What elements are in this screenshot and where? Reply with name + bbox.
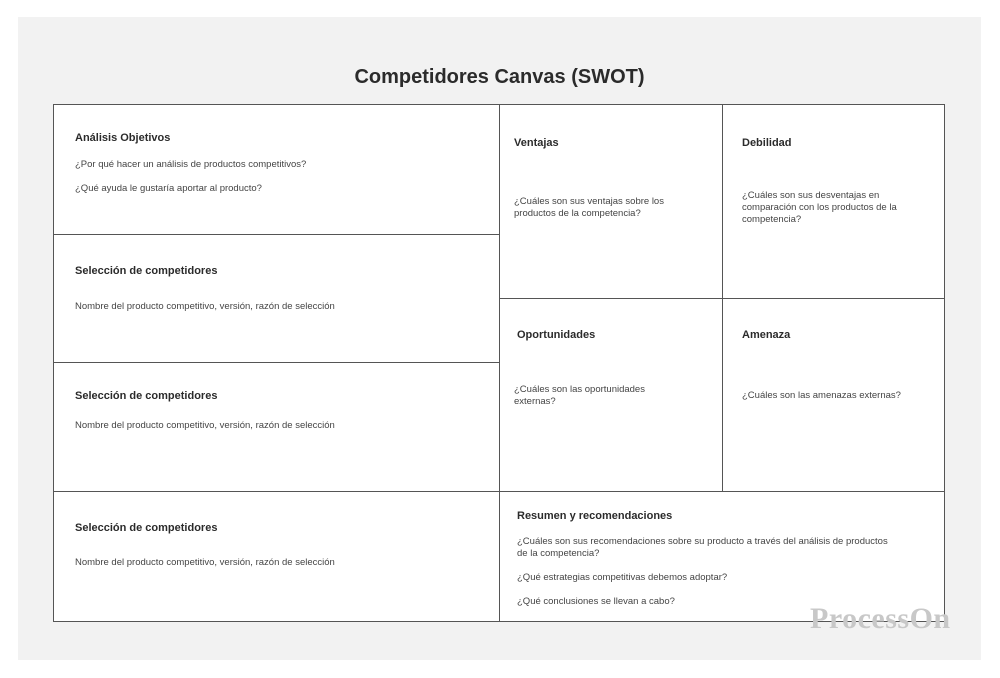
competitor-selection-text-1: Nombre del producto competitivo, versión, razón de selección	[75, 301, 335, 312]
summary-question-2: ¿Qué estrategias competitivas debemos adoptar?	[517, 572, 728, 583]
page-title: Competidores Canvas (SWOT)	[354, 66, 645, 88]
weaknesses-title: Debilidad	[742, 137, 792, 149]
threats-text: ¿Cuáles son las amenazas externas?	[742, 390, 901, 401]
strengths-cell	[499, 104, 723, 299]
summary-title: Resumen y recomendaciones	[517, 510, 673, 522]
opportunities-text: ¿Cuáles son las oportunidades externas?	[514, 384, 645, 407]
weaknesses-cell	[722, 104, 945, 299]
strengths-title: Ventajas	[514, 137, 559, 149]
analysis-objectives-cell	[53, 104, 500, 235]
competitor-selection-cell-3	[53, 491, 500, 622]
competitor-selection-cell-1	[53, 234, 500, 363]
analysis-objectives-title: Análisis Objetivos	[75, 132, 171, 144]
competitor-selection-title-3: Selección de competidores	[75, 522, 218, 534]
opportunities-title: Oportunidades	[517, 329, 596, 341]
summary-question-3: ¿Qué conclusiones se llevan a cabo?	[517, 596, 675, 607]
competitor-selection-cell-2	[53, 362, 500, 492]
competitor-selection-text-3: Nombre del producto competitivo, versión, razón de selección	[75, 557, 335, 568]
competitor-selection-title-1: Selección de competidores	[75, 265, 218, 277]
threats-title: Amenaza	[742, 329, 791, 341]
threats-cell	[722, 298, 945, 492]
summary-question-1: ¿Cuáles son sus recomendaciones sobre su producto a través del análisis de productos de la competencia?	[517, 536, 888, 559]
weaknesses-text: ¿Cuáles son sus desventajas en comparación con los productos de la competencia?	[742, 190, 897, 225]
analysis-question-1: ¿Por qué hacer un análisis de productos competitivos?	[75, 159, 307, 170]
competitor-selection-title-2: Selección de competidores	[75, 390, 218, 402]
opportunities-cell	[499, 298, 723, 492]
processon-watermark: ProcessOn	[810, 602, 951, 635]
competitor-selection-text-2: Nombre del producto competitivo, versión, razón de selección	[75, 420, 335, 431]
strengths-text: ¿Cuáles son sus ventajas sobre los productos de la competencia?	[514, 196, 664, 219]
analysis-question-2: ¿Qué ayuda le gustaría aportar al producto?	[75, 183, 262, 194]
